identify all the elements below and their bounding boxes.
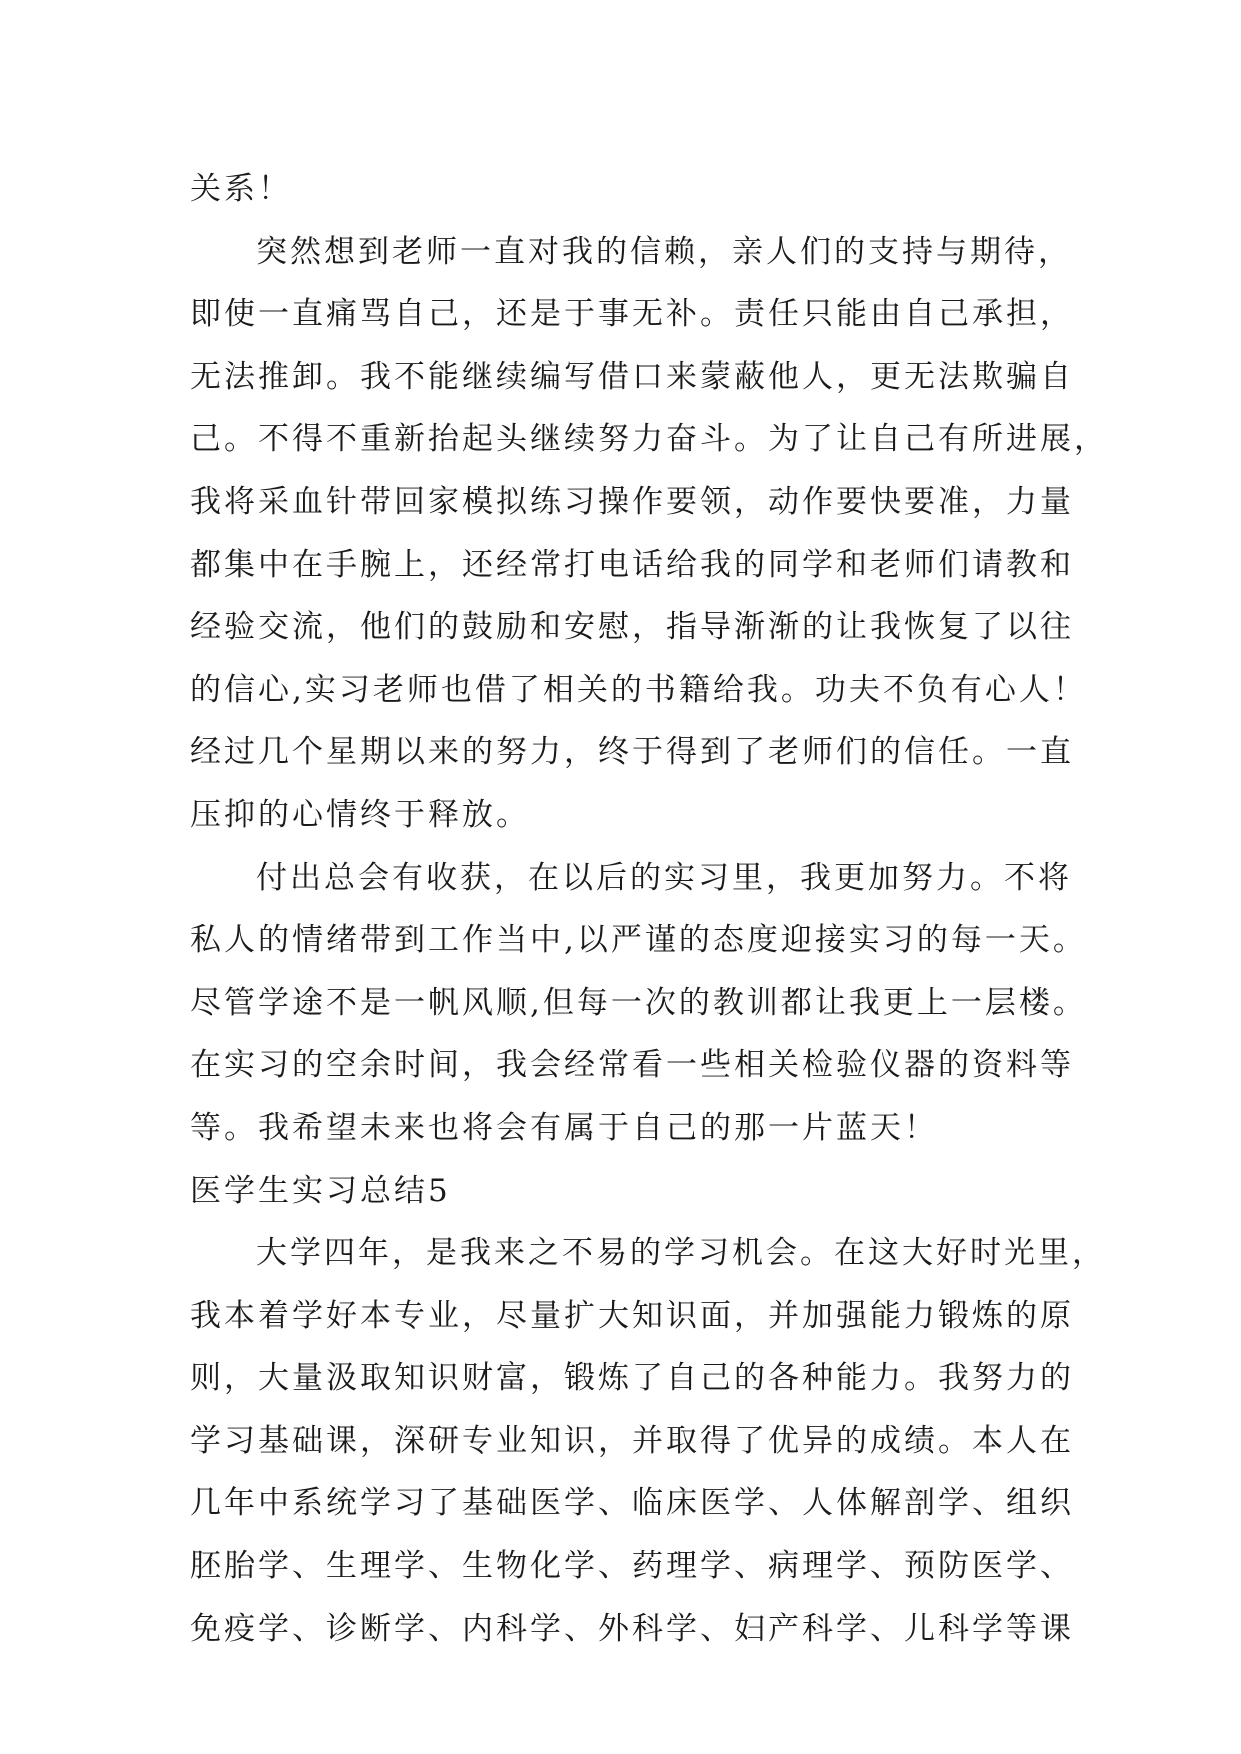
text-line: 己。不得不重新抬起头继续努力奋斗。为了让自己有所进展， [190,421,1108,458]
text-line: 都集中在手腕上，还经常打电话给我的同学和老师们请教和 [190,546,1074,583]
text-line: 免疫学、诊断学、内科学、外科学、妇产科学、儿科学等课 [190,1610,1074,1647]
text-line: 我将采血针带回家模拟练习操作要领，动作要快要准，力量 [190,483,1074,520]
text-line: 压抑的心情终于释放。 [190,796,530,833]
text-line: 即使一直痛骂自己，还是于事无补。责任只能由自己承担， [190,296,1074,333]
paragraph-start-line: 付出总会有收获，在以后的实习里，我更加努力。不将 [256,859,1072,896]
text-line: 的信心,实习老师也借了相关的书籍给我。功夫不负有心人！ [190,671,1087,708]
text-line: 几年中系统学习了基础医学、临床医学、人体解剖学、组织 [190,1485,1074,1522]
text-line: 胚胎学、生理学、生物化学、药理学、病理学、预防医学、 [190,1548,1074,1585]
text-line: 私人的情绪带到工作当中,以严谨的态度迎接实习的每一天。 [190,922,1087,959]
text-line: 学习基础课，深研专业知识，并取得了优异的成绩。本人在 [190,1422,1074,1459]
text-line: 关系！ [190,171,292,207]
text-line: 等。我希望未来也将会有属于自己的那一片蓝天！ [190,1109,938,1146]
text-line: 经验交流，他们的鼓励和安慰，指导渐渐的让我恢复了以往 [190,609,1074,646]
paragraph-start-line: 大学四年，是我来之不易的学习机会。在这大好时光里， [256,1235,1106,1272]
section-heading: 医学生实习总结5 [190,1172,451,1209]
text-line: 则，大量汲取知识财富，锻炼了自己的各种能力。我努力的 [190,1360,1074,1397]
text-line: 无法推卸。我不能继续编写借口来蒙蔽他人，更无法欺骗自 [190,358,1074,395]
text-line: 在实习的空余时间，我会经常看一些相关检验仪器的资料等 [190,1047,1074,1084]
paragraph-start-line: 突然想到老师一直对我的信赖，亲人们的支持与期待， [256,233,1072,270]
document-body [190,158,1108,1660]
text-line: 我本着学好本专业，尽量扩大知识面，并加强能力锻炼的原 [190,1297,1074,1334]
text-line: 尽管学途不是一帆风顺,但每一次的教训都让我更上一层楼。 [190,984,1087,1021]
text-line: 经过几个星期以来的努力，终于得到了老师们的信任。一直 [190,734,1074,771]
